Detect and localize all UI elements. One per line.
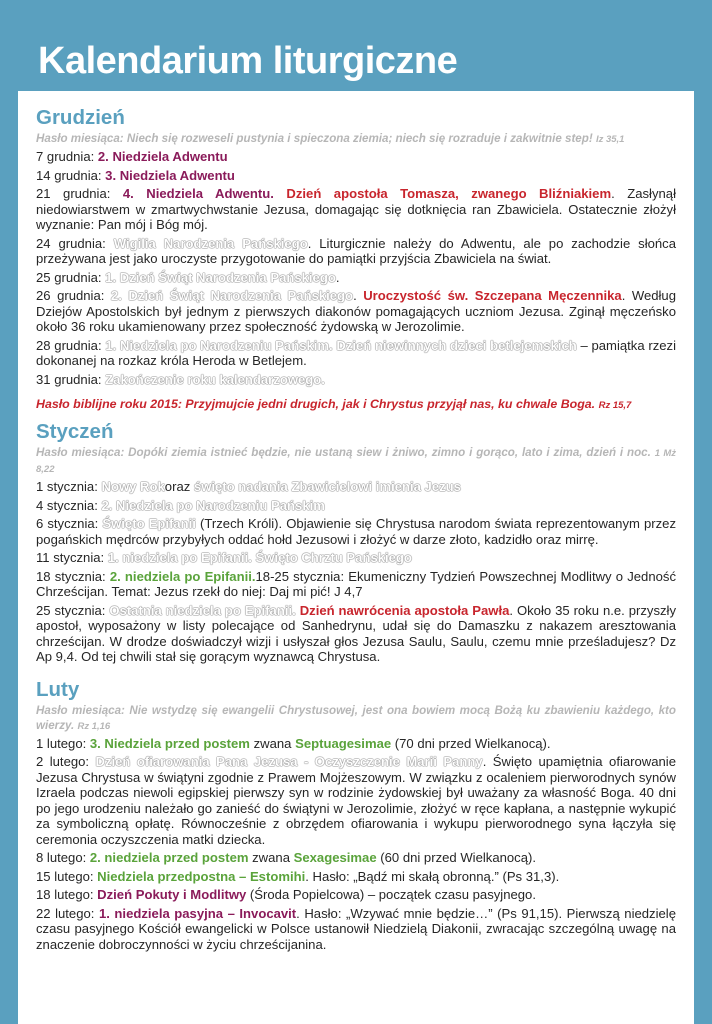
calendar-entry: [36, 168, 676, 184]
entry-text: – pamiątka rzezi dokonanej na rozkaz króla Heroda w Betlejem.: [36, 337, 676, 368]
entry-highlight: Dzień ofiarowania Pana Jezusa - Oczyszczenie Marii Panny: [95, 754, 483, 769]
calendar-entry: [36, 869, 676, 885]
entry-text: 11 stycznia:: [36, 550, 108, 565]
entry-highlight: 2. niedziela przed postem: [89, 850, 249, 865]
page-title: Kalendarium liturgiczne: [38, 40, 458, 82]
entry-highlight: Dzień nawrócenia apostoła Pawła: [299, 602, 510, 618]
entry-highlight: święto nadania Zbawicielowi imienia Jezus: [193, 479, 461, 494]
month-styczen: [36, 419, 676, 665]
entry-text: 18-25 stycznia: Ekumeniczny Tydzień Powszechnej Modlitwy o Jedność Chrześcijan. Temat: Jezus rzekł do niej: Daj mi pić! J 4,7: [36, 568, 676, 599]
calendar-entry: [36, 569, 676, 600]
entry-highlight: Wigilia Narodzenia Pańskiego: [113, 235, 308, 251]
entry-highlight: 1. niedziela pasyjna – Invocavit: [98, 905, 297, 921]
entry-text: 4 stycznia:: [36, 497, 102, 513]
entry-highlight: 3. Niedziela przed postem: [89, 735, 250, 751]
calendar-entry: [36, 754, 676, 847]
entry-text: oraz: [164, 479, 194, 494]
month-heading: Grudzień: [36, 106, 125, 129]
entry-text: 22 lutego:: [36, 905, 99, 921]
entry-text: 21 grudnia:: [36, 186, 123, 201]
motto-reference: Iz 35,1: [595, 134, 625, 145]
entry-highlight: Niedziela przedpostna – Estomihi: [97, 868, 306, 884]
calendar-entry: [36, 338, 676, 369]
entry-text: .: [335, 269, 340, 285]
entry-highlight: Ostatnia niedziela po Epifanii.: [109, 602, 296, 618]
entry-list: [36, 736, 676, 953]
calendar-entry: [36, 887, 676, 903]
calendar-entry: [36, 550, 676, 566]
entry-highlight: 2. Niedziela Adwentu: [97, 149, 228, 164]
entry-text: zwana: [249, 735, 296, 751]
calendar-entry: [36, 236, 676, 267]
entry-text: .: [353, 288, 364, 303]
entry-text: 26 grudnia:: [36, 288, 111, 303]
motto-reference: Rz 1,16: [77, 720, 111, 732]
entry-text: (Trzech Króli). Objawienie się Chrystusa narodom świata reprezentowanym przez pogańskich mędrców przybyłych oddać hołd Jezusowi i złożyć w darze złoto, kadzidło oraz mirrę.: [36, 516, 677, 547]
entry-list: [36, 479, 676, 665]
entry-text: 25 stycznia:: [36, 602, 110, 618]
motto-reference: 1 Mż 8,22: [36, 448, 676, 475]
calendar-entry: [36, 149, 676, 165]
calendar-entry: [36, 850, 676, 866]
month-motto: Hasło miesiąca: Niech się rozweseli pustynia i spieczona ziemia; niech się rozraduje i zakwitnie step! Iz 35,1: [36, 132, 625, 145]
entry-highlight: Święto Epifanii: [102, 516, 196, 531]
entry-text: 24 grudnia:: [36, 235, 114, 251]
entry-text: 18 lutego:: [36, 887, 98, 902]
entry-text: 14 grudnia:: [36, 167, 106, 183]
calendar-entry: [36, 372, 676, 388]
entry-text: 7 grudnia:: [36, 149, 98, 164]
calendar-entry: [36, 479, 676, 495]
entry-highlight: 2. niedziela po Epifanii.: [109, 568, 256, 584]
month-motto: Hasło miesiąca: Dopóki ziemia istnieć będzie, nie ustaną siew i żniwo, zimno i gorąco, lato i zima, dzień i noc. 1 Mż 8,22: [36, 446, 676, 475]
month-heading: Luty: [36, 677, 80, 701]
entry-text: 25 grudnia:: [36, 269, 106, 285]
bible-verse-of-year: Hasło biblijne roku 2015: Przyjmujcie jedni drugich, jak i Chrystus przyjął nas, ku chwale Boga. Rz 15,7: [36, 397, 632, 411]
entry-text: (Środa Popielcowa) – początek czasu pasyjnego.: [246, 887, 536, 902]
entry-text: 31 grudnia:: [36, 371, 106, 387]
month-luty: [36, 677, 676, 953]
entry-text: 1 stycznia:: [36, 479, 102, 494]
entry-text: 28 grudnia:: [36, 337, 106, 353]
month-heading: Styczeń: [36, 420, 114, 443]
entry-highlight: Dzień apostoła Tomasza, zwanego Bliźniakiem: [286, 186, 612, 201]
entry-text: 6 stycznia:: [36, 516, 103, 531]
entry-highlight: 4. Niedziela Adwentu.: [122, 186, 287, 201]
calendar-panel: [18, 91, 694, 1024]
entry-text: . Święto upamiętnia ofiarowanie Jezusa Chrystusa w świątyni zgodnie z Prawem Mojżeszowym. W związku z ocaleniem pierworodnych synów Izraela podczas niewoli egipskiej pierwszy syn w rodzinie żydowskiej był uważany za własność Boga. 40 dni po jego urodzeniu należało go zanieść do świątyni w Jerozolimie, złożyć w ręce kapłana, a następnie wykupić za symboliczną opłatę. Równocześnie z obrzędem ofiarowania i wykupu pierworodnego syna łączyła się ceremonia oczyszczenia matki dziecka.: [36, 754, 677, 847]
calendar-entry: [36, 736, 676, 752]
calendar-entry: [36, 516, 676, 547]
entry-text: 2 lutego:: [36, 754, 96, 769]
entry-text: (60 dni przed Wielkanocą).: [376, 850, 537, 865]
entry-highlight: Zakończenie roku kalendarzowego.: [105, 371, 325, 387]
entry-text: . Hasło: „Bądź mi skałą obronną.” (Ps 31,3).: [305, 868, 560, 884]
entry-highlight: Septuagesimae: [295, 735, 392, 751]
calendar-entry: [36, 603, 676, 665]
entry-highlight: Sexagesimae: [293, 850, 377, 865]
entry-text: . Według Dziejów Apostolskich był jednym z pierwszych diakonów pomagających uczniom Jezusa. Zginął męczeńsko około 36 roku ukamienowany przez społeczność żydowską w Jerozolimie.: [36, 288, 676, 334]
entry-text: (70 dni przed Wielkanocą).: [391, 735, 551, 751]
entry-text: 15 lutego:: [36, 868, 98, 884]
entry-highlight: 1. Dzień Świąt Narodzenia Pańskiego: [105, 269, 336, 285]
entry-highlight: Uroczystość św. Szczepana Męczennika: [363, 288, 622, 303]
month-grudzien: [36, 105, 676, 413]
entry-highlight: 2. Dzień Świąt Narodzenia Pańskiego: [110, 288, 354, 303]
entry-highlight: 1. Niedziela po Narodzeniu Pańskim. Dzień niewinnych dzieci betlejemskich: [105, 337, 577, 353]
entry-highlight: 1. niedziela po Epifanii. Święto Chrztu Pańskiego: [107, 550, 412, 565]
bible-verse-reference: Rz 15,7: [598, 400, 632, 411]
entry-highlight: 3. Niedziela Adwentu: [105, 167, 235, 183]
entry-text: . Liturgicznie należy do Adwentu, ale po zachodzie słońca przeżywana jest jako uroczyste przygotowanie do pamiątki przyjścia Zbawiciela na świat.: [36, 235, 676, 266]
entry-highlight: 2. Niedziela po Narodzeniu Pańskim: [101, 497, 325, 513]
calendar-entry: [36, 906, 676, 953]
entry-text: zwana: [248, 850, 294, 865]
calendar-entry: [36, 270, 676, 286]
entry-text: 1 lutego:: [36, 735, 90, 751]
month-motto: Hasło miesiąca: Nie wstydzę się ewangelii Chrystusowej, jest ona bowiem mocą Bożą ku zbawieniu każdego, kto wierzy. Rz 1,16: [36, 703, 676, 732]
entry-highlight: Nowy Rok: [101, 479, 165, 494]
calendar-entry: [36, 288, 676, 335]
entry-text: 8 lutego:: [36, 850, 90, 865]
entry-highlight: Dzień Pokuty i Modlitwy: [97, 887, 247, 902]
calendar-entry: [36, 186, 676, 233]
entry-list: [36, 149, 676, 387]
entry-text: 18 stycznia:: [36, 568, 110, 584]
entry-text: . Około 35 roku n.e. przyszły apostoł, wyposażony w listy polecające od Sanhedrynu, udał się do Damaszku z nakazem aresztowania chrześcijan. W drodze doświadczył wizji i usłyszał głos Jezusa Saulu, Saulu, czemu mnie prześladujesz? Dz Ap 9,4. Od tej chwili stał się gorącym wyznawcą Chrystusa.: [36, 602, 677, 664]
calendar-entry: [36, 498, 676, 514]
entry-text: . Hasło: „Wzywać mnie będzie…” (Ps 91,15). Pierwszą niedzielę czasu pasyjnego Kościół ewangelicki w Polsce ustanowił Niedzielą Diakonii, zwracając szczególną uwagę na znaczenie dobroczynności w życiu chrześcijanina.: [36, 905, 676, 952]
entry-text: . Zasłynął niedowiarstwem w zmartwychwstanie Jezusa, domagając się dotknięcia ran Zbawiciela. Ostatecznie złożył wyznanie: Pan mój i Bóg mój.: [36, 186, 676, 232]
